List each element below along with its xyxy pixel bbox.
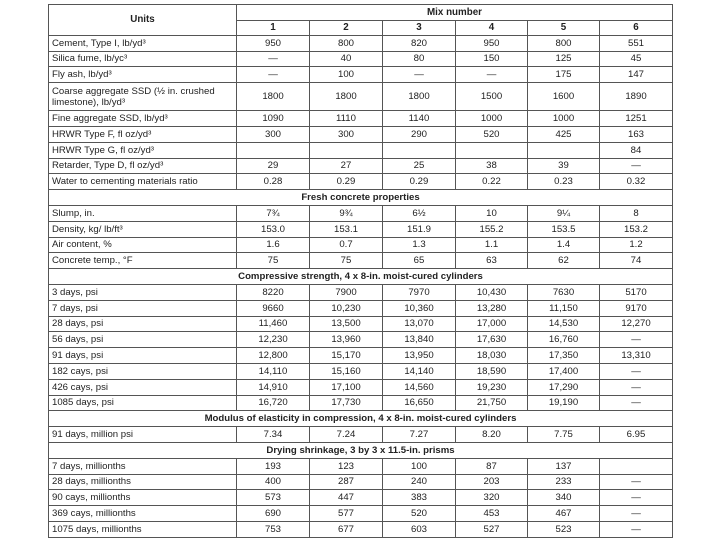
table-row bbox=[49, 316, 673, 332]
table-row bbox=[49, 458, 673, 474]
value-cell: 603 bbox=[383, 521, 456, 537]
value-cell: 13,280 bbox=[456, 300, 528, 316]
value-cell: 7970 bbox=[383, 284, 456, 300]
value-cell: 65 bbox=[383, 253, 456, 269]
mix-number-cell: 6 bbox=[600, 20, 673, 35]
value-cell: 1.1 bbox=[456, 237, 528, 253]
row-label: 56 days, psi bbox=[49, 332, 237, 348]
value-cell: 1140 bbox=[383, 111, 456, 127]
row-label: Fine aggregate SSD, lb/yd³ bbox=[49, 111, 237, 127]
value-cell: 1.3 bbox=[383, 237, 456, 253]
value-cell: 340 bbox=[528, 490, 600, 506]
value-cell: 11,150 bbox=[528, 300, 600, 316]
row-label: Silica fume, lb/yc³ bbox=[49, 51, 237, 67]
value-cell: 7900 bbox=[310, 284, 383, 300]
mix-number-header: Mix number bbox=[237, 5, 673, 21]
value-cell: 203 bbox=[456, 474, 528, 490]
mix-number-cell: 2 bbox=[310, 20, 383, 35]
value-cell: 1000 bbox=[456, 111, 528, 127]
value-cell: 25 bbox=[383, 158, 456, 174]
value-cell: — bbox=[600, 379, 673, 395]
value-cell: 75 bbox=[237, 253, 310, 269]
value-cell: 447 bbox=[310, 490, 383, 506]
value-cell: 12,230 bbox=[237, 332, 310, 348]
value-cell: 62 bbox=[528, 253, 600, 269]
value-cell bbox=[600, 458, 673, 474]
value-cell: 137 bbox=[528, 458, 600, 474]
row-label: 91 days, million psi bbox=[49, 427, 237, 443]
mix-number-cell: 1 bbox=[237, 20, 310, 35]
mix-properties-table bbox=[48, 4, 673, 538]
value-cell: — bbox=[600, 395, 673, 411]
value-cell: 0.29 bbox=[310, 174, 383, 190]
table-row bbox=[49, 237, 673, 253]
value-cell: 8.20 bbox=[456, 427, 528, 443]
value-cell bbox=[383, 142, 456, 158]
value-cell: 300 bbox=[310, 126, 383, 142]
row-label: Retarder, Type D, fl oz/yd³ bbox=[49, 158, 237, 174]
value-cell: 6½ bbox=[383, 205, 456, 221]
section-title: Compressive strength, 4 x 8-in. moist-cured cylinders bbox=[49, 269, 673, 285]
value-cell: 153.1 bbox=[310, 221, 383, 237]
value-cell: 10,430 bbox=[456, 284, 528, 300]
row-label: Fly ash, lb/yd³ bbox=[49, 67, 237, 83]
value-cell: 19,230 bbox=[456, 379, 528, 395]
value-cell: 153.2 bbox=[600, 221, 673, 237]
table-row bbox=[49, 67, 673, 83]
value-cell: — bbox=[383, 67, 456, 83]
value-cell: — bbox=[600, 490, 673, 506]
value-cell: 551 bbox=[600, 35, 673, 51]
value-cell: 14,910 bbox=[237, 379, 310, 395]
value-cell: 287 bbox=[310, 474, 383, 490]
value-cell: 233 bbox=[528, 474, 600, 490]
value-cell: 9¼ bbox=[528, 205, 600, 221]
value-cell: 13,840 bbox=[383, 332, 456, 348]
value-cell bbox=[528, 142, 600, 158]
value-cell: 425 bbox=[528, 126, 600, 142]
value-cell: 950 bbox=[237, 35, 310, 51]
value-cell: 520 bbox=[456, 126, 528, 142]
table-row bbox=[49, 284, 673, 300]
value-cell: 84 bbox=[600, 142, 673, 158]
value-cell: 290 bbox=[383, 126, 456, 142]
table-row bbox=[49, 126, 673, 142]
value-cell: 155.2 bbox=[456, 221, 528, 237]
table-row bbox=[49, 221, 673, 237]
table-row bbox=[49, 395, 673, 411]
value-cell: 39 bbox=[528, 158, 600, 174]
value-cell: 17,400 bbox=[528, 363, 600, 379]
value-cell: 150 bbox=[456, 51, 528, 67]
mix-number-cell: 5 bbox=[528, 20, 600, 35]
table-body bbox=[49, 5, 673, 538]
value-cell: 15,160 bbox=[310, 363, 383, 379]
value-cell: — bbox=[600, 521, 673, 537]
value-cell: 240 bbox=[383, 474, 456, 490]
value-cell: 80 bbox=[383, 51, 456, 67]
units-header: Units bbox=[49, 5, 237, 36]
value-cell: 13,070 bbox=[383, 316, 456, 332]
value-cell: 5170 bbox=[600, 284, 673, 300]
row-label: 369 cays, millionths bbox=[49, 506, 237, 522]
value-cell: 18,030 bbox=[456, 348, 528, 364]
section-title: Drying shrinkage, 3 by 3 x 11.5-in. prisms bbox=[49, 442, 673, 458]
value-cell: 16,760 bbox=[528, 332, 600, 348]
row-label: Cement, Type I, lb/yd³ bbox=[49, 35, 237, 51]
value-cell: 29 bbox=[237, 158, 310, 174]
value-cell: 753 bbox=[237, 521, 310, 537]
value-cell: 383 bbox=[383, 490, 456, 506]
value-cell: 577 bbox=[310, 506, 383, 522]
value-cell: 17,730 bbox=[310, 395, 383, 411]
value-cell: 153.0 bbox=[237, 221, 310, 237]
value-cell: 7.75 bbox=[528, 427, 600, 443]
value-cell: 10,360 bbox=[383, 300, 456, 316]
value-cell: 0.23 bbox=[528, 174, 600, 190]
table-row bbox=[49, 506, 673, 522]
value-cell: 7¾ bbox=[237, 205, 310, 221]
section-header-row bbox=[49, 269, 673, 285]
value-cell: 15,170 bbox=[310, 348, 383, 364]
mix-number-cell: 4 bbox=[456, 20, 528, 35]
mix-number-cell: 3 bbox=[383, 20, 456, 35]
table-row bbox=[49, 332, 673, 348]
value-cell: 175 bbox=[528, 67, 600, 83]
value-cell: 1800 bbox=[310, 83, 383, 111]
value-cell: 573 bbox=[237, 490, 310, 506]
value-cell: 453 bbox=[456, 506, 528, 522]
value-cell: 14,530 bbox=[528, 316, 600, 332]
value-cell: 523 bbox=[528, 521, 600, 537]
value-cell: 0.32 bbox=[600, 174, 673, 190]
value-cell: 100 bbox=[383, 458, 456, 474]
value-cell: — bbox=[600, 332, 673, 348]
value-cell: 12,270 bbox=[600, 316, 673, 332]
value-cell: 14,140 bbox=[383, 363, 456, 379]
table-row bbox=[49, 35, 673, 51]
value-cell: 11,460 bbox=[237, 316, 310, 332]
value-cell: 21,750 bbox=[456, 395, 528, 411]
value-cell: 320 bbox=[456, 490, 528, 506]
value-cell: 1110 bbox=[310, 111, 383, 127]
value-cell: 0.7 bbox=[310, 237, 383, 253]
table-row bbox=[49, 363, 673, 379]
value-cell: 8 bbox=[600, 205, 673, 221]
value-cell: 10 bbox=[456, 205, 528, 221]
value-cell: — bbox=[600, 506, 673, 522]
table-row bbox=[49, 142, 673, 158]
value-cell: 17,630 bbox=[456, 332, 528, 348]
value-cell: 13,960 bbox=[310, 332, 383, 348]
value-cell: 400 bbox=[237, 474, 310, 490]
value-cell: 0.22 bbox=[456, 174, 528, 190]
value-cell: 7.27 bbox=[383, 427, 456, 443]
value-cell: 1500 bbox=[456, 83, 528, 111]
row-label: 28 days, millionths bbox=[49, 474, 237, 490]
value-cell: 0.28 bbox=[237, 174, 310, 190]
value-cell: 17,290 bbox=[528, 379, 600, 395]
section-title: Modulus of elasticity in compression, 4 x 8-in. moist-cured cylinders bbox=[49, 411, 673, 427]
value-cell: 1251 bbox=[600, 111, 673, 127]
value-cell: 1090 bbox=[237, 111, 310, 127]
table-row bbox=[49, 474, 673, 490]
row-label: Air content, % bbox=[49, 237, 237, 253]
value-cell: 677 bbox=[310, 521, 383, 537]
value-cell: 153.5 bbox=[528, 221, 600, 237]
header-row-1 bbox=[49, 5, 673, 21]
table-row bbox=[49, 205, 673, 221]
value-cell: 14,110 bbox=[237, 363, 310, 379]
table-row bbox=[49, 174, 673, 190]
value-cell bbox=[237, 142, 310, 158]
row-label: 91 days, psi bbox=[49, 348, 237, 364]
value-cell: 950 bbox=[456, 35, 528, 51]
value-cell: 13,310 bbox=[600, 348, 673, 364]
value-cell: 1.4 bbox=[528, 237, 600, 253]
value-cell: — bbox=[237, 51, 310, 67]
table-row bbox=[49, 111, 673, 127]
value-cell: 75 bbox=[310, 253, 383, 269]
value-cell: — bbox=[237, 67, 310, 83]
table-row bbox=[49, 158, 673, 174]
value-cell: 527 bbox=[456, 521, 528, 537]
value-cell: 40 bbox=[310, 51, 383, 67]
value-cell: 9¾ bbox=[310, 205, 383, 221]
section-title: Fresh concrete properties bbox=[49, 190, 673, 206]
value-cell: 87 bbox=[456, 458, 528, 474]
value-cell bbox=[310, 142, 383, 158]
value-cell: 38 bbox=[456, 158, 528, 174]
row-label: 7 days, psi bbox=[49, 300, 237, 316]
row-label: 7 days, millionths bbox=[49, 458, 237, 474]
row-label: 28 days, psi bbox=[49, 316, 237, 332]
table-row bbox=[49, 427, 673, 443]
value-cell: 45 bbox=[600, 51, 673, 67]
row-label: HRWR Type G, fl oz/yd³ bbox=[49, 142, 237, 158]
value-cell: 1890 bbox=[600, 83, 673, 111]
value-cell: 7630 bbox=[528, 284, 600, 300]
table-row bbox=[49, 348, 673, 364]
value-cell: 16,720 bbox=[237, 395, 310, 411]
value-cell: 18,590 bbox=[456, 363, 528, 379]
value-cell: 800 bbox=[528, 35, 600, 51]
value-cell: 13,500 bbox=[310, 316, 383, 332]
value-cell: 800 bbox=[310, 35, 383, 51]
value-cell: 1.2 bbox=[600, 237, 673, 253]
value-cell: 151.9 bbox=[383, 221, 456, 237]
value-cell: 0.29 bbox=[383, 174, 456, 190]
value-cell: 63 bbox=[456, 253, 528, 269]
value-cell: 13,950 bbox=[383, 348, 456, 364]
value-cell: 1000 bbox=[528, 111, 600, 127]
row-label: 1075 days, millionths bbox=[49, 521, 237, 537]
row-label: Slump, in. bbox=[49, 205, 237, 221]
row-label: 426 cays, psi bbox=[49, 379, 237, 395]
value-cell: — bbox=[456, 67, 528, 83]
section-header-row bbox=[49, 411, 673, 427]
value-cell: 1800 bbox=[383, 83, 456, 111]
value-cell: 6.95 bbox=[600, 427, 673, 443]
value-cell: — bbox=[600, 363, 673, 379]
value-cell: — bbox=[600, 474, 673, 490]
table-row bbox=[49, 83, 673, 111]
section-header-row bbox=[49, 442, 673, 458]
section-header-row bbox=[49, 190, 673, 206]
value-cell: 520 bbox=[383, 506, 456, 522]
value-cell: 820 bbox=[383, 35, 456, 51]
value-cell: 10,230 bbox=[310, 300, 383, 316]
row-label: 182 cays, psi bbox=[49, 363, 237, 379]
row-label: 90 cays, millionths bbox=[49, 490, 237, 506]
value-cell: 7.34 bbox=[237, 427, 310, 443]
value-cell: 8220 bbox=[237, 284, 310, 300]
value-cell: 17,000 bbox=[456, 316, 528, 332]
row-label: Density, kg/ lb/ft³ bbox=[49, 221, 237, 237]
table-row bbox=[49, 51, 673, 67]
value-cell: 17,350 bbox=[528, 348, 600, 364]
row-label: Coarse aggregate SSD (½ in. crushed limestone), lb/yd³ bbox=[49, 83, 237, 111]
value-cell: 19,190 bbox=[528, 395, 600, 411]
value-cell bbox=[456, 142, 528, 158]
table-row bbox=[49, 379, 673, 395]
value-cell: 467 bbox=[528, 506, 600, 522]
value-cell: 163 bbox=[600, 126, 673, 142]
value-cell: 100 bbox=[310, 67, 383, 83]
value-cell: 27 bbox=[310, 158, 383, 174]
table-row bbox=[49, 253, 673, 269]
row-label: Concrete temp., °F bbox=[49, 253, 237, 269]
value-cell: — bbox=[600, 158, 673, 174]
value-cell: 14,560 bbox=[383, 379, 456, 395]
table-row bbox=[49, 490, 673, 506]
value-cell: 690 bbox=[237, 506, 310, 522]
value-cell: 9660 bbox=[237, 300, 310, 316]
value-cell: 1600 bbox=[528, 83, 600, 111]
table-row bbox=[49, 300, 673, 316]
row-label: 3 days, psi bbox=[49, 284, 237, 300]
row-label: HRWR Type F, fl oz/yd³ bbox=[49, 126, 237, 142]
value-cell: 7.24 bbox=[310, 427, 383, 443]
value-cell: 16,650 bbox=[383, 395, 456, 411]
row-label: 1085 days, psi bbox=[49, 395, 237, 411]
value-cell: 147 bbox=[600, 67, 673, 83]
table-row bbox=[49, 521, 673, 537]
value-cell: 9170 bbox=[600, 300, 673, 316]
value-cell: 74 bbox=[600, 253, 673, 269]
value-cell: 123 bbox=[310, 458, 383, 474]
value-cell: 12,800 bbox=[237, 348, 310, 364]
value-cell: 125 bbox=[528, 51, 600, 67]
value-cell: 300 bbox=[237, 126, 310, 142]
value-cell: 17,100 bbox=[310, 379, 383, 395]
row-label: Water to cementing materials ratio bbox=[49, 174, 237, 190]
value-cell: 1800 bbox=[237, 83, 310, 111]
value-cell: 193 bbox=[237, 458, 310, 474]
value-cell: 1.6 bbox=[237, 237, 310, 253]
